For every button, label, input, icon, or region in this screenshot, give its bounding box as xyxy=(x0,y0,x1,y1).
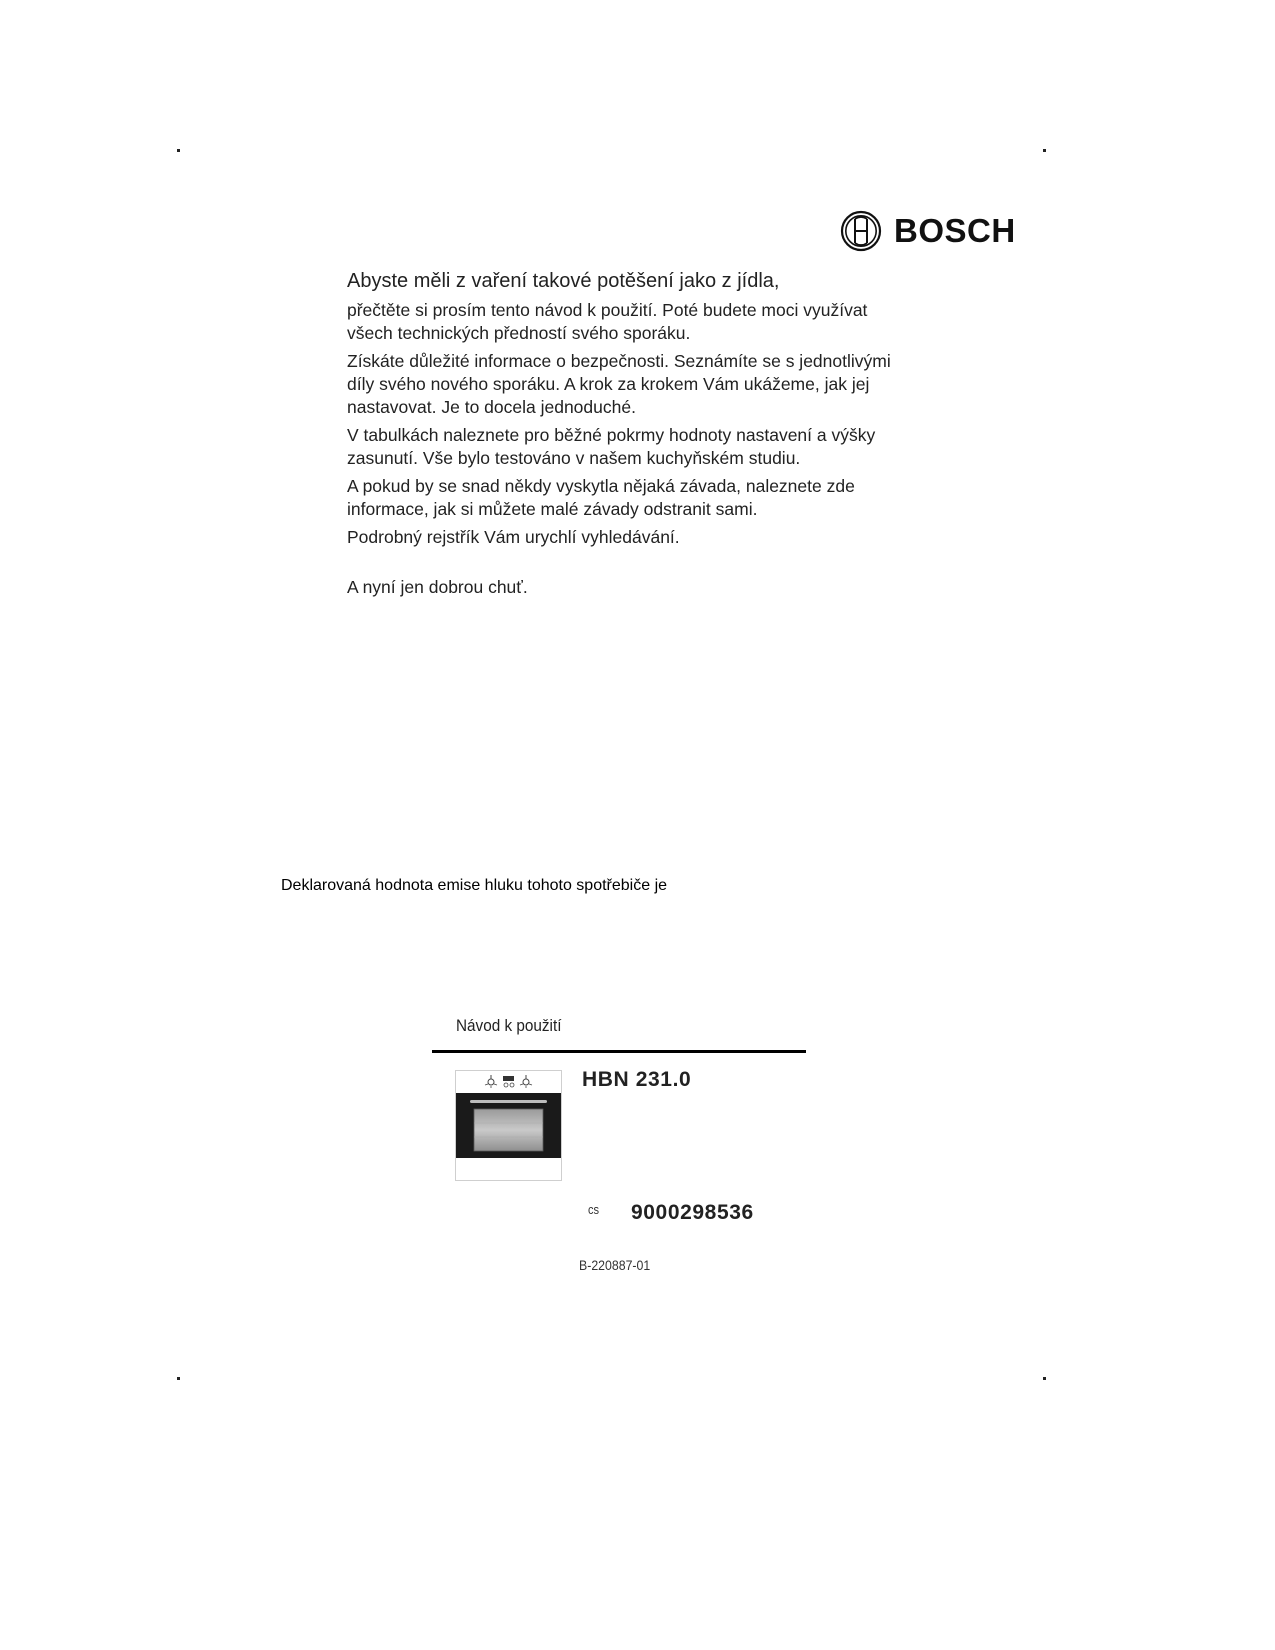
brand-name: BOSCH xyxy=(894,212,1016,249)
part-number: 9000298536 xyxy=(631,1201,754,1224)
intro-text xyxy=(347,268,907,604)
brand-logo xyxy=(840,210,1016,252)
crop-mark-bottom-left xyxy=(177,1377,180,1380)
crop-mark-top-left xyxy=(177,149,180,152)
intro-paragraph: V tabulkách naleznete pro běžné pokrmy hodnoty nastavení a výšky zasunutí. Vše bylo testováno v našem kuchyňském studiu. xyxy=(347,425,876,468)
intro-closing: A nyní jen dobrou chuť. xyxy=(347,577,528,597)
language-code: cs xyxy=(588,1202,600,1217)
crop-mark-bottom-right xyxy=(1043,1377,1046,1380)
intro-paragraph: A pokud by se snad někdy vyskytla nějaká závada, naleznete zde informace, jak si můžete malé závady odstranit sami. xyxy=(347,476,855,519)
intro-paragraph: Podrobný rejstřík Vám urychlí vyhledávání. xyxy=(347,527,680,547)
bosch-armature-icon xyxy=(840,210,882,252)
model-name: HBN 231.0 xyxy=(582,1068,692,1091)
manual-divider xyxy=(432,1050,806,1053)
oven-front-icon xyxy=(456,1071,561,1180)
crop-mark-top-right xyxy=(1043,149,1046,152)
document-code: B-220887-01 xyxy=(579,1257,651,1273)
intro-paragraph: přečtěte si prosím tento návod k použití. Poté budete moci využívat všech technických předností svého sporáku. xyxy=(347,300,868,343)
intro-paragraph: Získáte důležité informace o bezpečnosti. Seznámíte se s jednotlivými díly svého nového sporáku. A krok za krokem Vám ukážeme, jak jej nastavovat. Je to docela jednoduché. xyxy=(347,351,891,417)
manual-label: Návod k použití xyxy=(456,1016,562,1035)
intro-lead: Abyste měli z vaření takové potěšení jako z jídla, xyxy=(347,270,780,292)
product-image xyxy=(455,1070,562,1181)
noise-statement: Deklarovaná hodnota emise hluku tohoto spotřebiče je xyxy=(281,877,668,894)
